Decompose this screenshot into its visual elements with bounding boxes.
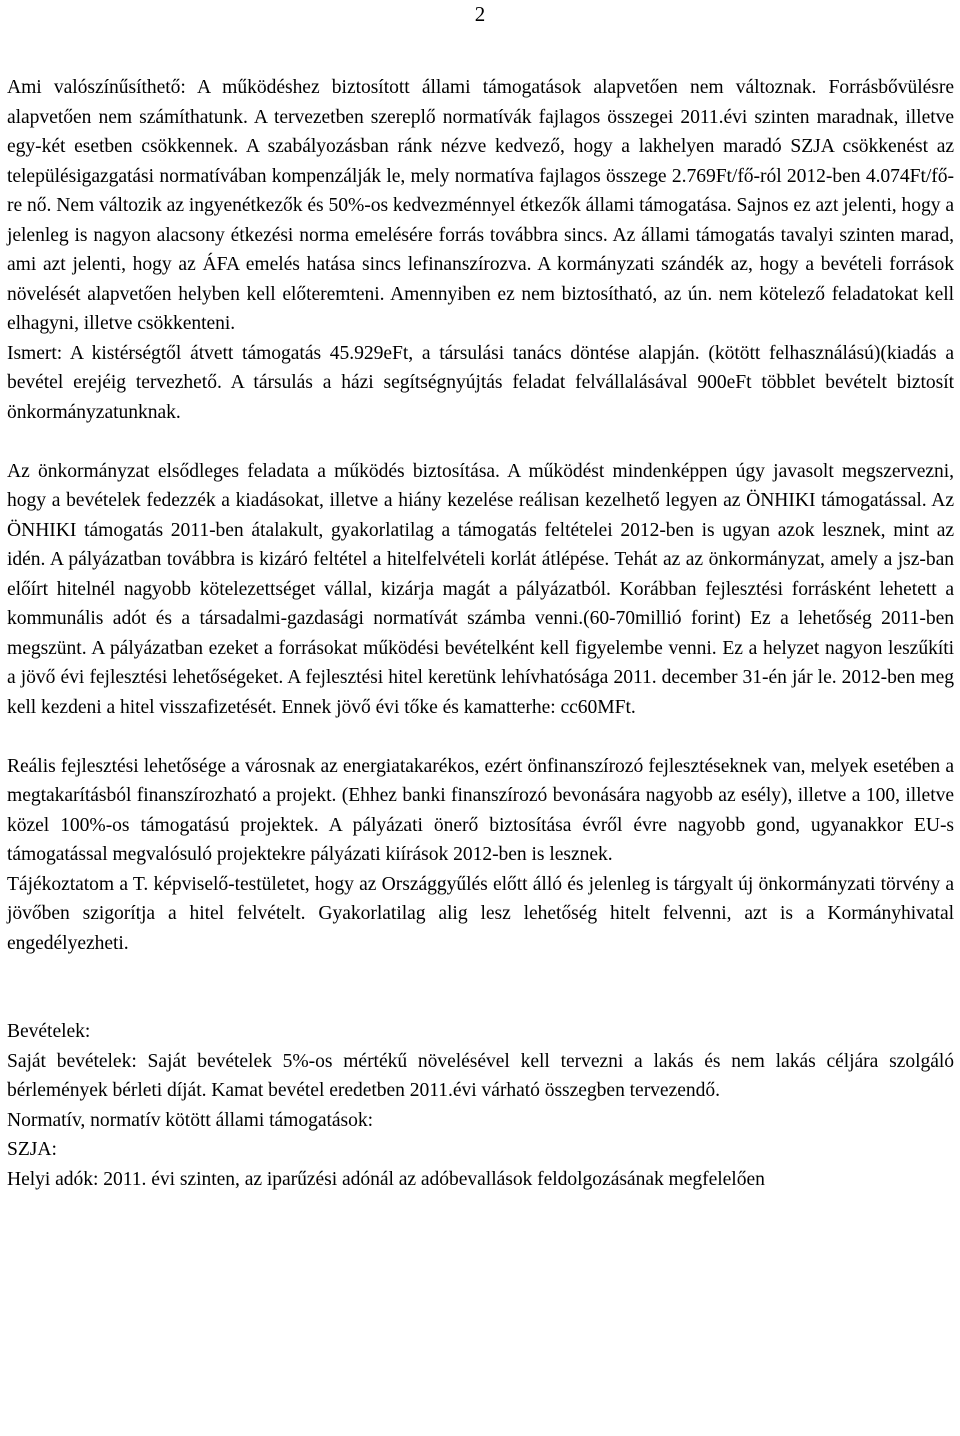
heading-revenues: Bevételek: xyxy=(7,1021,91,1042)
paragraph-briefing: Tájékoztatom a T. képviselő-testületet, hogy az Országgyűlés előtt álló és jelenleg is tárgyalt új önkormányzati törvény a jövőben szigorítja a hitel felvételt. Gyakorlatilag alig lesz lehetőség hitelt felvenni, azt is a Kormányhivatal engedélyezheti. xyxy=(7,873,954,954)
document-body xyxy=(7,73,954,1194)
paragraph-spacer xyxy=(7,958,954,1017)
heading-szja: SZJA: xyxy=(7,1139,57,1160)
paragraph-spacer xyxy=(7,722,954,752)
paragraph-spacer xyxy=(7,427,954,457)
paragraph-development: Reális fejlesztési lehetősége a városnak az energiatakarékos, ezért önfinanszírozó fejlesztéseknek van, melyek esetében a megtakarításból finanszírozható a projekt. (Ehhez banki finanszírozó bevonására nagyobb az esély), illetve a 100, illetve közel 100%-os támogatású projektek. A pályázati önerő biztosítása évről évre nagyobb gond, ugyanakkor EU-s támogatással megvalósuló projektekre pályázati kiírások 2012-ben is lesznek. xyxy=(7,755,954,865)
page-number: 2 xyxy=(474,2,486,26)
paragraph-own-revenues: Saját bevételek: Saját bevételek 5%-os mértékű növelésével kell tervezni a lakás és nem lakás céljára szolgáló bérlemények bérleti díját. Kamat bevétel eredetben 2011.évi várható összegben tervezendő. xyxy=(7,1050,954,1101)
paragraph-operation: Az önkormányzat elsődleges feladata a működés biztosítása. A működést mindenképpen úgy javasolt megszervezni, hogy a bevételek fedezzék a kiadásokat, illetve a hiány kezelése reálisan kezelhető legyen az ÖNHIKI támogatással. Az ÖNHIKI támogatás 2011-ben átalakult, gyakorlatilag a támogatás feltételei 2012-ben is ugyan azok lesznek, mint az idén. A pályázatban továbbra is kizáró feltétel a hitelfelvételi korlát átlépése. Tehát az az önkormányzat, amely a jsz-ban előírt hitelnél nagyobb kötelezettséget vállal, kizárja magát a pályázatból. Korábban fejlesztési forrásként lehetett a kommunális adót és a társadalmi-gazdasági normatívát számba venni.(60-70millió forint) Ez a lehetőség 2011-ben megszünt. A pályázatban ezeket a forrásokat működési bevételként kell figyelembe venni. Ez a helyzet nagyon leszűkíti a jövő évi fejlesztési lehetőségeket. A fejlesztési hitel keretünk lehívhatósága 2011. december 31-én jár le. 2012-ben meg kell kezdeni a hitel visszafizetését. Ennek jövő évi tőke és kamatterhe: cc60MFt. xyxy=(7,460,954,718)
paragraph-subregion-support: Ismert: A kistérségtől átvett támogatás 45.929eFt, a társulási tanács döntése alapján. (kötött felhasználású)(kiadás a bevétel erejéig tervezhető. A társulás a házi segítségnyújtás feladat felvállalásával 900eFt többlet bevételt biztosít önkormányzatunknak. xyxy=(7,342,954,423)
heading-normative-support: Normatív, normatív kötött állami támogatások: xyxy=(7,1109,373,1131)
paragraph-state-funding: Ami valószínűsíthető: A működéshez biztosított állami támogatások alapvetően nem változnak. Forrásbővülésre alapvetően nem számíthatunk. A tervezetben szereplő normatívák fajlagos összegei 2011.évi szinten maradnak, illetve egy-két esetben csökkennek. A szabályozásban ránk nézve kedvező, hogy a lakhelyen maradó SZJA csökkenést az településigazgatási normatívában kompenzálják le, mely normatíva fajlagos összege 2.769Ft/fő-ról 2012-ben 4.074Ft/fő-re nő. Nem változik az ingyenétkezők és 50%-os kedvezménnyel étkezők állami támogatása. Sajnos ez azt jelenti, hogy a jelenleg is nagyon alacsony étkezési norma emelésére forrás továbbra sincs. Az állami támogatás tavalyi szinten marad, ami azt jelenti, hogy az ÁFA emelés hatása sincs lefinanszírozva. A kormányzati szándék az, hogy a bevételi források növelését alapvetően helyben kell előteremteni. Amennyiben ez nem biztosítható, az ún. nem kötelező feladatokat kell elhagyni, illetve csökkenteni. xyxy=(7,77,954,334)
paragraph-local-taxes: Helyi adók: 2011. évi szinten, az iparűzési adónál az adóbevallások feldolgozásának megfelelően xyxy=(7,1168,765,1190)
